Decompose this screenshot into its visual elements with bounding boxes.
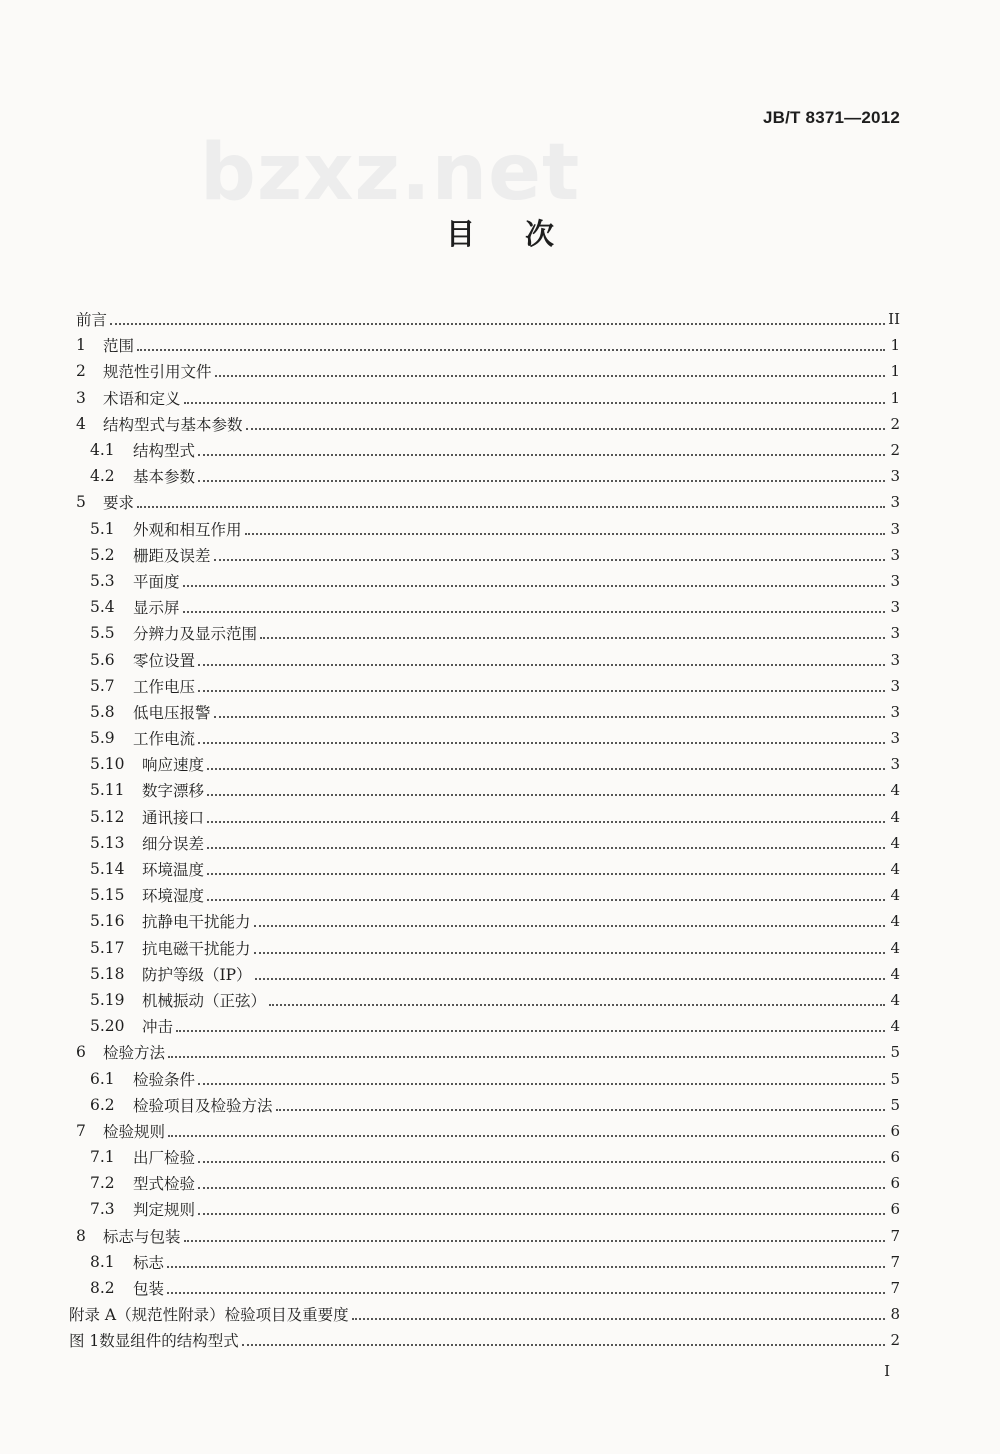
toc-entry-number: 图 1 bbox=[69, 1332, 100, 1351]
toc-entry-page: 7 bbox=[890, 1252, 900, 1271]
dot-leader bbox=[198, 1083, 885, 1085]
toc-entry-page: 7 bbox=[890, 1226, 900, 1245]
toc-entry-title: 防护等级（IP） bbox=[142, 965, 252, 984]
toc-entry-page: 2 bbox=[890, 441, 900, 460]
toc-entry[interactable] bbox=[76, 987, 900, 1013]
toc-entry[interactable] bbox=[76, 568, 900, 594]
toc-entry-title: 环境温度 bbox=[142, 861, 205, 880]
dot-leader bbox=[254, 952, 885, 954]
toc-entry-title: 要求 bbox=[103, 494, 135, 513]
toc-entry[interactable] bbox=[76, 882, 900, 908]
dot-leader bbox=[183, 585, 885, 587]
dot-leader bbox=[276, 1109, 885, 1111]
toc-entry-page: 3 bbox=[890, 467, 900, 486]
toc-entry-title: 平面度 bbox=[133, 572, 180, 591]
dot-leader bbox=[183, 611, 885, 613]
toc-entry-title: 抗静电干扰能力 bbox=[142, 913, 251, 932]
toc-entry-page: 5 bbox=[890, 1043, 900, 1062]
toc-entry-number: 8.2 bbox=[90, 1279, 115, 1298]
toc-entry-page: 3 bbox=[890, 624, 900, 643]
dot-leader bbox=[167, 1292, 885, 1294]
dot-leader bbox=[198, 454, 885, 456]
toc-entry-title: 分辨力及显示范围 bbox=[133, 625, 258, 644]
toc-entry-title: 出厂检验 bbox=[133, 1149, 196, 1168]
dot-leader bbox=[245, 533, 885, 535]
toc-entry-page: 5 bbox=[890, 1095, 900, 1114]
toc-entry-page: 4 bbox=[890, 781, 900, 800]
toc-entry-title: 响应速度 bbox=[142, 756, 205, 775]
toc-entry-title: 型式检验 bbox=[133, 1175, 196, 1194]
dot-leader bbox=[254, 925, 885, 927]
toc-entry-page: 1 bbox=[890, 388, 900, 407]
page-number: I bbox=[884, 1362, 890, 1380]
dot-leader bbox=[198, 1187, 885, 1189]
toc-entry-number: 5.14 bbox=[90, 860, 125, 879]
toc-entry-number: 5 bbox=[76, 493, 86, 512]
dot-leader bbox=[214, 559, 885, 561]
toc-entry-page: 4 bbox=[890, 860, 900, 879]
toc-entry-number: 6.2 bbox=[90, 1095, 115, 1114]
dot-leader bbox=[207, 873, 885, 875]
toc-entry-number: 5.10 bbox=[90, 755, 125, 774]
toc-entry[interactable] bbox=[76, 908, 900, 934]
toc-entry[interactable] bbox=[76, 1275, 900, 1301]
toc-entry-number: 5.15 bbox=[90, 886, 125, 905]
standard-code: JB/T 8371—2012 bbox=[763, 108, 900, 127]
toc-entry-title: 栅距及误差 bbox=[133, 546, 211, 565]
dot-leader bbox=[207, 794, 885, 796]
toc-entry-page: 2 bbox=[890, 1331, 900, 1350]
toc-entry-page: 3 bbox=[890, 545, 900, 564]
dot-leader bbox=[207, 821, 885, 823]
toc-entry-number: 5.8 bbox=[90, 702, 115, 721]
dot-leader bbox=[269, 1004, 885, 1006]
toc-entry-number: 5.16 bbox=[90, 912, 125, 931]
toc-entry-page: 4 bbox=[890, 938, 900, 957]
toc-entry-page: II bbox=[888, 310, 900, 329]
toc-entry-title: 范围 bbox=[103, 337, 135, 356]
dot-leader bbox=[255, 978, 885, 980]
toc-entry-number: 5.17 bbox=[90, 938, 125, 957]
toc-entry-title: 判定规则 bbox=[133, 1201, 196, 1220]
toc-entry-title: 标志 bbox=[133, 1253, 165, 1272]
dot-leader bbox=[110, 323, 885, 325]
toc-entry-page: 7 bbox=[890, 1279, 900, 1298]
toc-entry-title: 抗电磁干扰能力 bbox=[142, 939, 251, 958]
toc-entry-page: 3 bbox=[890, 702, 900, 721]
toc-entry-page: 8 bbox=[890, 1305, 900, 1324]
toc-entry-number: 1 bbox=[76, 336, 86, 355]
toc-entry[interactable] bbox=[76, 1092, 900, 1118]
toc-entry-page: 3 bbox=[890, 729, 900, 748]
toc-entry-number: 4.2 bbox=[90, 467, 115, 486]
toc-entry-number: 5.12 bbox=[90, 807, 125, 826]
toc-entry-title: 附录 A（规范性附录）检验项目及重要度 bbox=[69, 1306, 349, 1325]
toc-entry-number: 5.1 bbox=[90, 519, 115, 538]
toc-entry[interactable] bbox=[76, 385, 900, 411]
toc-entry-title: 检验条件 bbox=[133, 1070, 196, 1089]
toc-entry-title: 术语和定义 bbox=[103, 389, 181, 408]
toc-entry[interactable] bbox=[76, 620, 900, 646]
toc-entry[interactable] bbox=[76, 830, 900, 856]
toc-entry-page: 4 bbox=[890, 1017, 900, 1036]
toc-entry-title: 数显组件的结构型式 bbox=[99, 1332, 239, 1351]
toc-entry-title: 外观和相互作用 bbox=[133, 520, 242, 539]
toc-entry-page: 3 bbox=[890, 571, 900, 590]
toc-entry-page: 6 bbox=[890, 1148, 900, 1167]
toc-entry-title: 结构型式与基本参数 bbox=[103, 415, 243, 434]
toc-entry-number: 5.5 bbox=[90, 624, 115, 643]
toc-entry-page: 3 bbox=[890, 676, 900, 695]
toc-entry[interactable] bbox=[76, 804, 900, 830]
toc-entry-number: 8.1 bbox=[90, 1252, 115, 1271]
toc-entry-number: 5.19 bbox=[90, 990, 125, 1009]
toc-entry-number: 7.2 bbox=[90, 1174, 115, 1193]
toc-entry-page: 3 bbox=[890, 519, 900, 538]
toc-entry-page: 3 bbox=[890, 598, 900, 617]
toc-entry-page: 5 bbox=[890, 1069, 900, 1088]
toc-entry-page: 6 bbox=[890, 1200, 900, 1219]
toc-entry[interactable] bbox=[76, 1249, 900, 1275]
dot-leader bbox=[176, 1030, 885, 1032]
page-title: 目次 bbox=[445, 217, 604, 251]
dot-leader bbox=[184, 402, 885, 404]
table-of-contents bbox=[69, 306, 900, 1354]
toc-entry[interactable] bbox=[76, 1039, 900, 1065]
toc-entry-number: 4.1 bbox=[90, 441, 115, 460]
toc-entry-number: 6.1 bbox=[90, 1069, 115, 1088]
toc-entry[interactable] bbox=[76, 961, 900, 987]
dot-leader bbox=[352, 1318, 885, 1320]
toc-entry-number: 2 bbox=[76, 362, 86, 381]
toc-entry[interactable] bbox=[76, 516, 900, 542]
toc-entry[interactable] bbox=[76, 1170, 900, 1196]
toc-entry-title: 工作电流 bbox=[133, 730, 196, 749]
toc-entry-page: 3 bbox=[890, 650, 900, 669]
toc-entry-page: 4 bbox=[890, 912, 900, 931]
toc-entry[interactable] bbox=[76, 1144, 900, 1170]
dot-leader bbox=[207, 847, 885, 849]
toc-entry-title: 冲击 bbox=[142, 1018, 174, 1037]
toc-entry[interactable] bbox=[76, 725, 900, 751]
toc-entry[interactable] bbox=[76, 646, 900, 672]
toc-entry-page: 4 bbox=[890, 833, 900, 852]
toc-entry-number: 6 bbox=[76, 1043, 86, 1062]
toc-entry[interactable] bbox=[76, 1196, 900, 1222]
toc-entry-page: 2 bbox=[890, 414, 900, 433]
toc-entry[interactable] bbox=[76, 306, 900, 332]
dot-leader bbox=[207, 768, 885, 770]
dot-leader bbox=[246, 428, 885, 430]
toc-entry-title: 前言 bbox=[76, 311, 108, 330]
toc-entry[interactable] bbox=[76, 699, 900, 725]
toc-entry[interactable] bbox=[76, 489, 900, 515]
toc-entry-page: 3 bbox=[890, 493, 900, 512]
toc-entry-page: 4 bbox=[890, 886, 900, 905]
toc-entry[interactable] bbox=[76, 411, 900, 437]
dot-leader bbox=[167, 1266, 885, 1268]
toc-entry-title: 数字漂移 bbox=[142, 782, 205, 801]
toc-entry-number: 5.6 bbox=[90, 650, 115, 669]
toc-entry-title: 基本参数 bbox=[133, 468, 196, 487]
watermark: bzxz.net bbox=[200, 128, 581, 218]
toc-entry[interactable] bbox=[76, 856, 900, 882]
toc-entry[interactable] bbox=[76, 1013, 900, 1039]
toc-entry-page: 1 bbox=[890, 336, 900, 355]
dot-leader bbox=[198, 480, 885, 482]
toc-entry-title: 机械振动（正弦） bbox=[142, 991, 267, 1010]
toc-entry[interactable] bbox=[76, 437, 900, 463]
toc-entry-number: 5.20 bbox=[90, 1017, 125, 1036]
toc-entry-number: 5.9 bbox=[90, 729, 115, 748]
toc-entry-number: 5.13 bbox=[90, 833, 125, 852]
toc-entry-number: 5.7 bbox=[90, 676, 115, 695]
toc-entry-page: 4 bbox=[890, 990, 900, 1009]
toc-entry[interactable] bbox=[76, 1223, 900, 1249]
dot-leader bbox=[198, 664, 885, 666]
toc-entry-title: 检验方法 bbox=[103, 1044, 166, 1063]
toc-entry[interactable] bbox=[69, 1301, 900, 1327]
toc-entry-title: 检验规则 bbox=[103, 1122, 166, 1141]
toc-entry-page: 4 bbox=[890, 964, 900, 983]
toc-entry-number: 5.3 bbox=[90, 571, 115, 590]
toc-entry-title: 规范性引用文件 bbox=[103, 363, 212, 382]
toc-entry-number: 7.1 bbox=[90, 1148, 115, 1167]
toc-entry-number: 3 bbox=[76, 388, 86, 407]
toc-entry-page: 3 bbox=[890, 755, 900, 774]
toc-entry[interactable] bbox=[76, 358, 900, 384]
toc-entry-number: 7 bbox=[76, 1121, 86, 1140]
toc-entry-number: 4 bbox=[76, 414, 86, 433]
toc-entry-number: 7.3 bbox=[90, 1200, 115, 1219]
toc-entry[interactable] bbox=[76, 542, 900, 568]
toc-entry-number: 5.2 bbox=[90, 545, 115, 564]
toc-entry-title: 细分误差 bbox=[142, 834, 205, 853]
toc-entry-number: 5.11 bbox=[90, 781, 125, 800]
toc-entry-page: 6 bbox=[890, 1121, 900, 1140]
dot-leader bbox=[184, 1240, 885, 1242]
toc-entry[interactable] bbox=[76, 935, 900, 961]
toc-entry-title: 工作电压 bbox=[133, 677, 196, 696]
toc-entry-title: 显示屏 bbox=[133, 599, 180, 618]
toc-entry[interactable] bbox=[76, 1118, 900, 1144]
toc-entry-title: 零位设置 bbox=[133, 651, 196, 670]
dot-leader bbox=[215, 375, 885, 377]
toc-entry-number: 8 bbox=[76, 1226, 86, 1245]
toc-entry-number: 5.18 bbox=[90, 964, 125, 983]
dot-leader bbox=[260, 637, 885, 639]
toc-entry[interactable] bbox=[76, 463, 900, 489]
dot-leader bbox=[168, 1056, 885, 1058]
toc-entry-title: 结构型式 bbox=[133, 442, 196, 461]
dot-leader bbox=[168, 1135, 885, 1137]
toc-entry[interactable] bbox=[76, 777, 900, 803]
toc-entry[interactable] bbox=[69, 1327, 900, 1353]
toc-entry-title: 通讯接口 bbox=[142, 808, 205, 827]
toc-entry[interactable] bbox=[76, 594, 900, 620]
toc-entry[interactable] bbox=[76, 673, 900, 699]
toc-entry[interactable] bbox=[76, 1065, 900, 1091]
dot-leader bbox=[137, 349, 885, 351]
dot-leader bbox=[214, 716, 885, 718]
dot-leader bbox=[198, 742, 885, 744]
toc-entry-title: 包装 bbox=[133, 1280, 165, 1299]
toc-entry-title: 低电压报警 bbox=[133, 703, 211, 722]
toc-entry-number: 5.4 bbox=[90, 598, 115, 617]
toc-entry[interactable] bbox=[76, 751, 900, 777]
dot-leader bbox=[198, 690, 885, 692]
toc-entry-page: 1 bbox=[890, 362, 900, 381]
dot-leader bbox=[198, 1213, 885, 1215]
dot-leader bbox=[137, 506, 885, 508]
toc-entry-title: 环境湿度 bbox=[142, 887, 205, 906]
toc-entry-title: 检验项目及检验方法 bbox=[133, 1096, 273, 1115]
toc-entry-page: 4 bbox=[890, 807, 900, 826]
dot-leader bbox=[242, 1344, 885, 1346]
toc-entry-title: 标志与包装 bbox=[103, 1227, 181, 1246]
toc-entry[interactable] bbox=[76, 332, 900, 358]
dot-leader bbox=[198, 1161, 885, 1163]
dot-leader bbox=[207, 899, 885, 901]
toc-entry-page: 6 bbox=[890, 1174, 900, 1193]
